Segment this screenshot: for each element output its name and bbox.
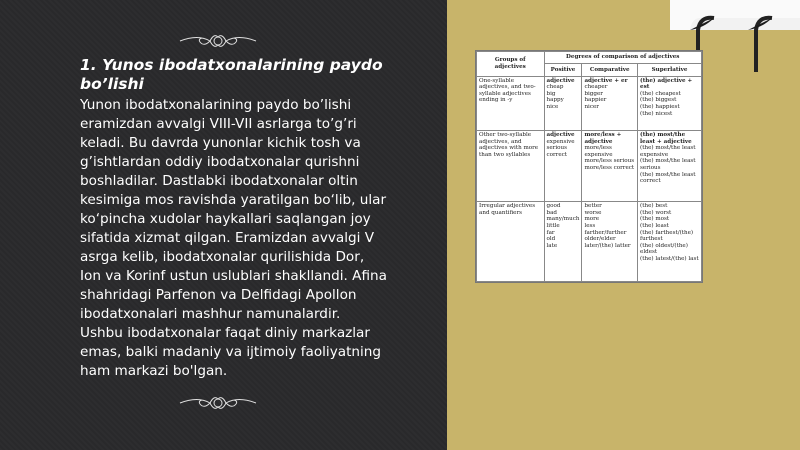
cell-line: old (546, 236, 556, 243)
group-cell: Other two-syllable adjectives, and adjectives with more than two syllables (477, 130, 545, 201)
positive-cell (544, 202, 582, 282)
cell-line: older/elder (584, 236, 616, 243)
cell-line: far (546, 229, 555, 236)
cell-line: (the) latest/(the) last (640, 256, 699, 262)
cell-line: nice (546, 103, 559, 110)
cell-line: nicer (584, 103, 599, 110)
cell-line: adjective (546, 131, 575, 138)
comparative-cell (582, 130, 638, 201)
flourish-ornament-top (178, 30, 258, 52)
cell-line: expensive (546, 138, 575, 145)
cell-line: more (584, 216, 600, 223)
body-line: sifatida xizmat qilgan. Eramizdan avvalgi V (80, 230, 375, 246)
slide-title-line: 1. Yunos ibodatxonalarining paydo (80, 56, 383, 74)
cell-line: late (546, 242, 558, 249)
body-line: ham markazi bo'lgan. (80, 363, 228, 379)
body-line: shahridagi Parfenon va Delfidagi Apollon (80, 287, 357, 303)
table-row (477, 202, 702, 282)
header-degrees: Degrees of comparison of adjectives (544, 52, 702, 64)
cell-line: worse (584, 209, 602, 216)
header-superlative: Superlative (638, 64, 702, 76)
cell-line: more/less serious (584, 158, 635, 165)
body-line: ibodatxonalari mashhur namunalardir. (80, 306, 341, 322)
cell-line: more/less expensive (584, 145, 613, 158)
body-line: kesimiga mos ravishda yaratilgan bo‘lib, ular (80, 192, 387, 208)
comparative-cell (582, 76, 638, 130)
header-positive: Positive (544, 64, 582, 76)
cell-line: more/less + adjective (584, 131, 622, 145)
body-line: asrga kelib, ibodatxonalar qurilishida Dor, (80, 249, 365, 265)
cell-line: (the) worst (640, 209, 672, 216)
cell-line: (the) most/the least serious (640, 158, 696, 171)
body-line: boshladilar. Dastlabki ibodatxonalar oltin (80, 173, 358, 189)
cell-line: better (584, 203, 602, 210)
superlative-cell (638, 130, 702, 201)
slide-body-text (80, 96, 430, 381)
cell-line: little (546, 223, 560, 230)
cell-line: (the) best (640, 203, 668, 210)
group-cell: One-syllable adjectives, and two-syllable adjectives ending in -y (477, 76, 545, 130)
body-line: Ushbu ibodatxonalar faqat diniy markazlar (80, 325, 370, 341)
cell-line: (the) most/the least correct (640, 171, 696, 185)
adjective-comparison-table-image (475, 50, 703, 283)
positive-cell (544, 76, 582, 130)
body-line: emas, balki madaniy va ijtimoiy faoliyatning (80, 344, 382, 360)
table-row (477, 130, 702, 201)
body-line: eramizdan avvalgi VIII-VII asrlarga to’g’ri (80, 116, 357, 132)
slide-title (80, 56, 410, 94)
body-line: g’ishtlardan oddiy ibodatxonalar qurishni (80, 154, 360, 170)
cell-line: (the) nicest (640, 110, 673, 117)
cell-line: adjective (546, 77, 575, 84)
comparison-table (476, 51, 702, 282)
body-line: Yunon ibodatxonalarining paydo bo’lishi (80, 97, 352, 113)
cell-line: good (546, 203, 561, 210)
cell-line: less (584, 223, 596, 230)
header-comparative: Comparative (582, 64, 638, 76)
cell-line: cheap (546, 84, 564, 91)
cell-line: serious (546, 145, 567, 152)
cell-line: happier (584, 97, 607, 104)
cell-line: bigger (584, 90, 603, 97)
group-cell: Irregular adjectives and quantifiers (477, 202, 545, 282)
positive-cell (544, 130, 582, 201)
cell-line: (the) least (640, 223, 669, 230)
cell-line: (the) adjective + est (640, 77, 693, 91)
cell-line: later/(the) latter (584, 242, 631, 249)
body-line: Ion va Korinf ustun uslublari shakllandi. Afina (80, 268, 387, 284)
cell-line: (the) most/the least + adjective (640, 131, 692, 145)
cell-line: (the) biggest (640, 97, 677, 104)
cell-line: (the) cheapest (640, 90, 681, 97)
cell-line: big (546, 90, 556, 97)
cell-line: adjective + er (584, 77, 628, 84)
cell-line: (the) most/the least expensive (640, 145, 696, 158)
superlative-cell (638, 76, 702, 130)
cell-line: (the) most (640, 216, 670, 223)
header-groups: Groups of adjectives (477, 52, 545, 77)
flourish-ornament-bottom (178, 392, 258, 414)
table-row (477, 76, 702, 130)
body-line: ko‘pincha xudolar haykallari saqlangan joy (80, 211, 371, 227)
cell-line: many/much (546, 216, 580, 223)
cell-line: (the) happiest (640, 103, 680, 110)
superlative-cell (638, 202, 702, 282)
comparative-cell (582, 202, 638, 282)
cell-line: (the) farthest/(the) furthest (640, 229, 694, 243)
cell-line: happy (546, 97, 564, 104)
cell-line: cheaper (584, 84, 608, 91)
cell-line: correct (546, 151, 568, 158)
cell-line: more/less correct (584, 164, 635, 171)
cell-line: bad (546, 209, 557, 216)
cell-line: (the) oldest/(the) eldest (640, 242, 688, 256)
body-line: keladi. Bu davrda yunonlar kichik tosh va (80, 135, 361, 151)
slide-title-line: bo’lishi (80, 75, 144, 93)
cell-line: farther/further (584, 229, 627, 236)
